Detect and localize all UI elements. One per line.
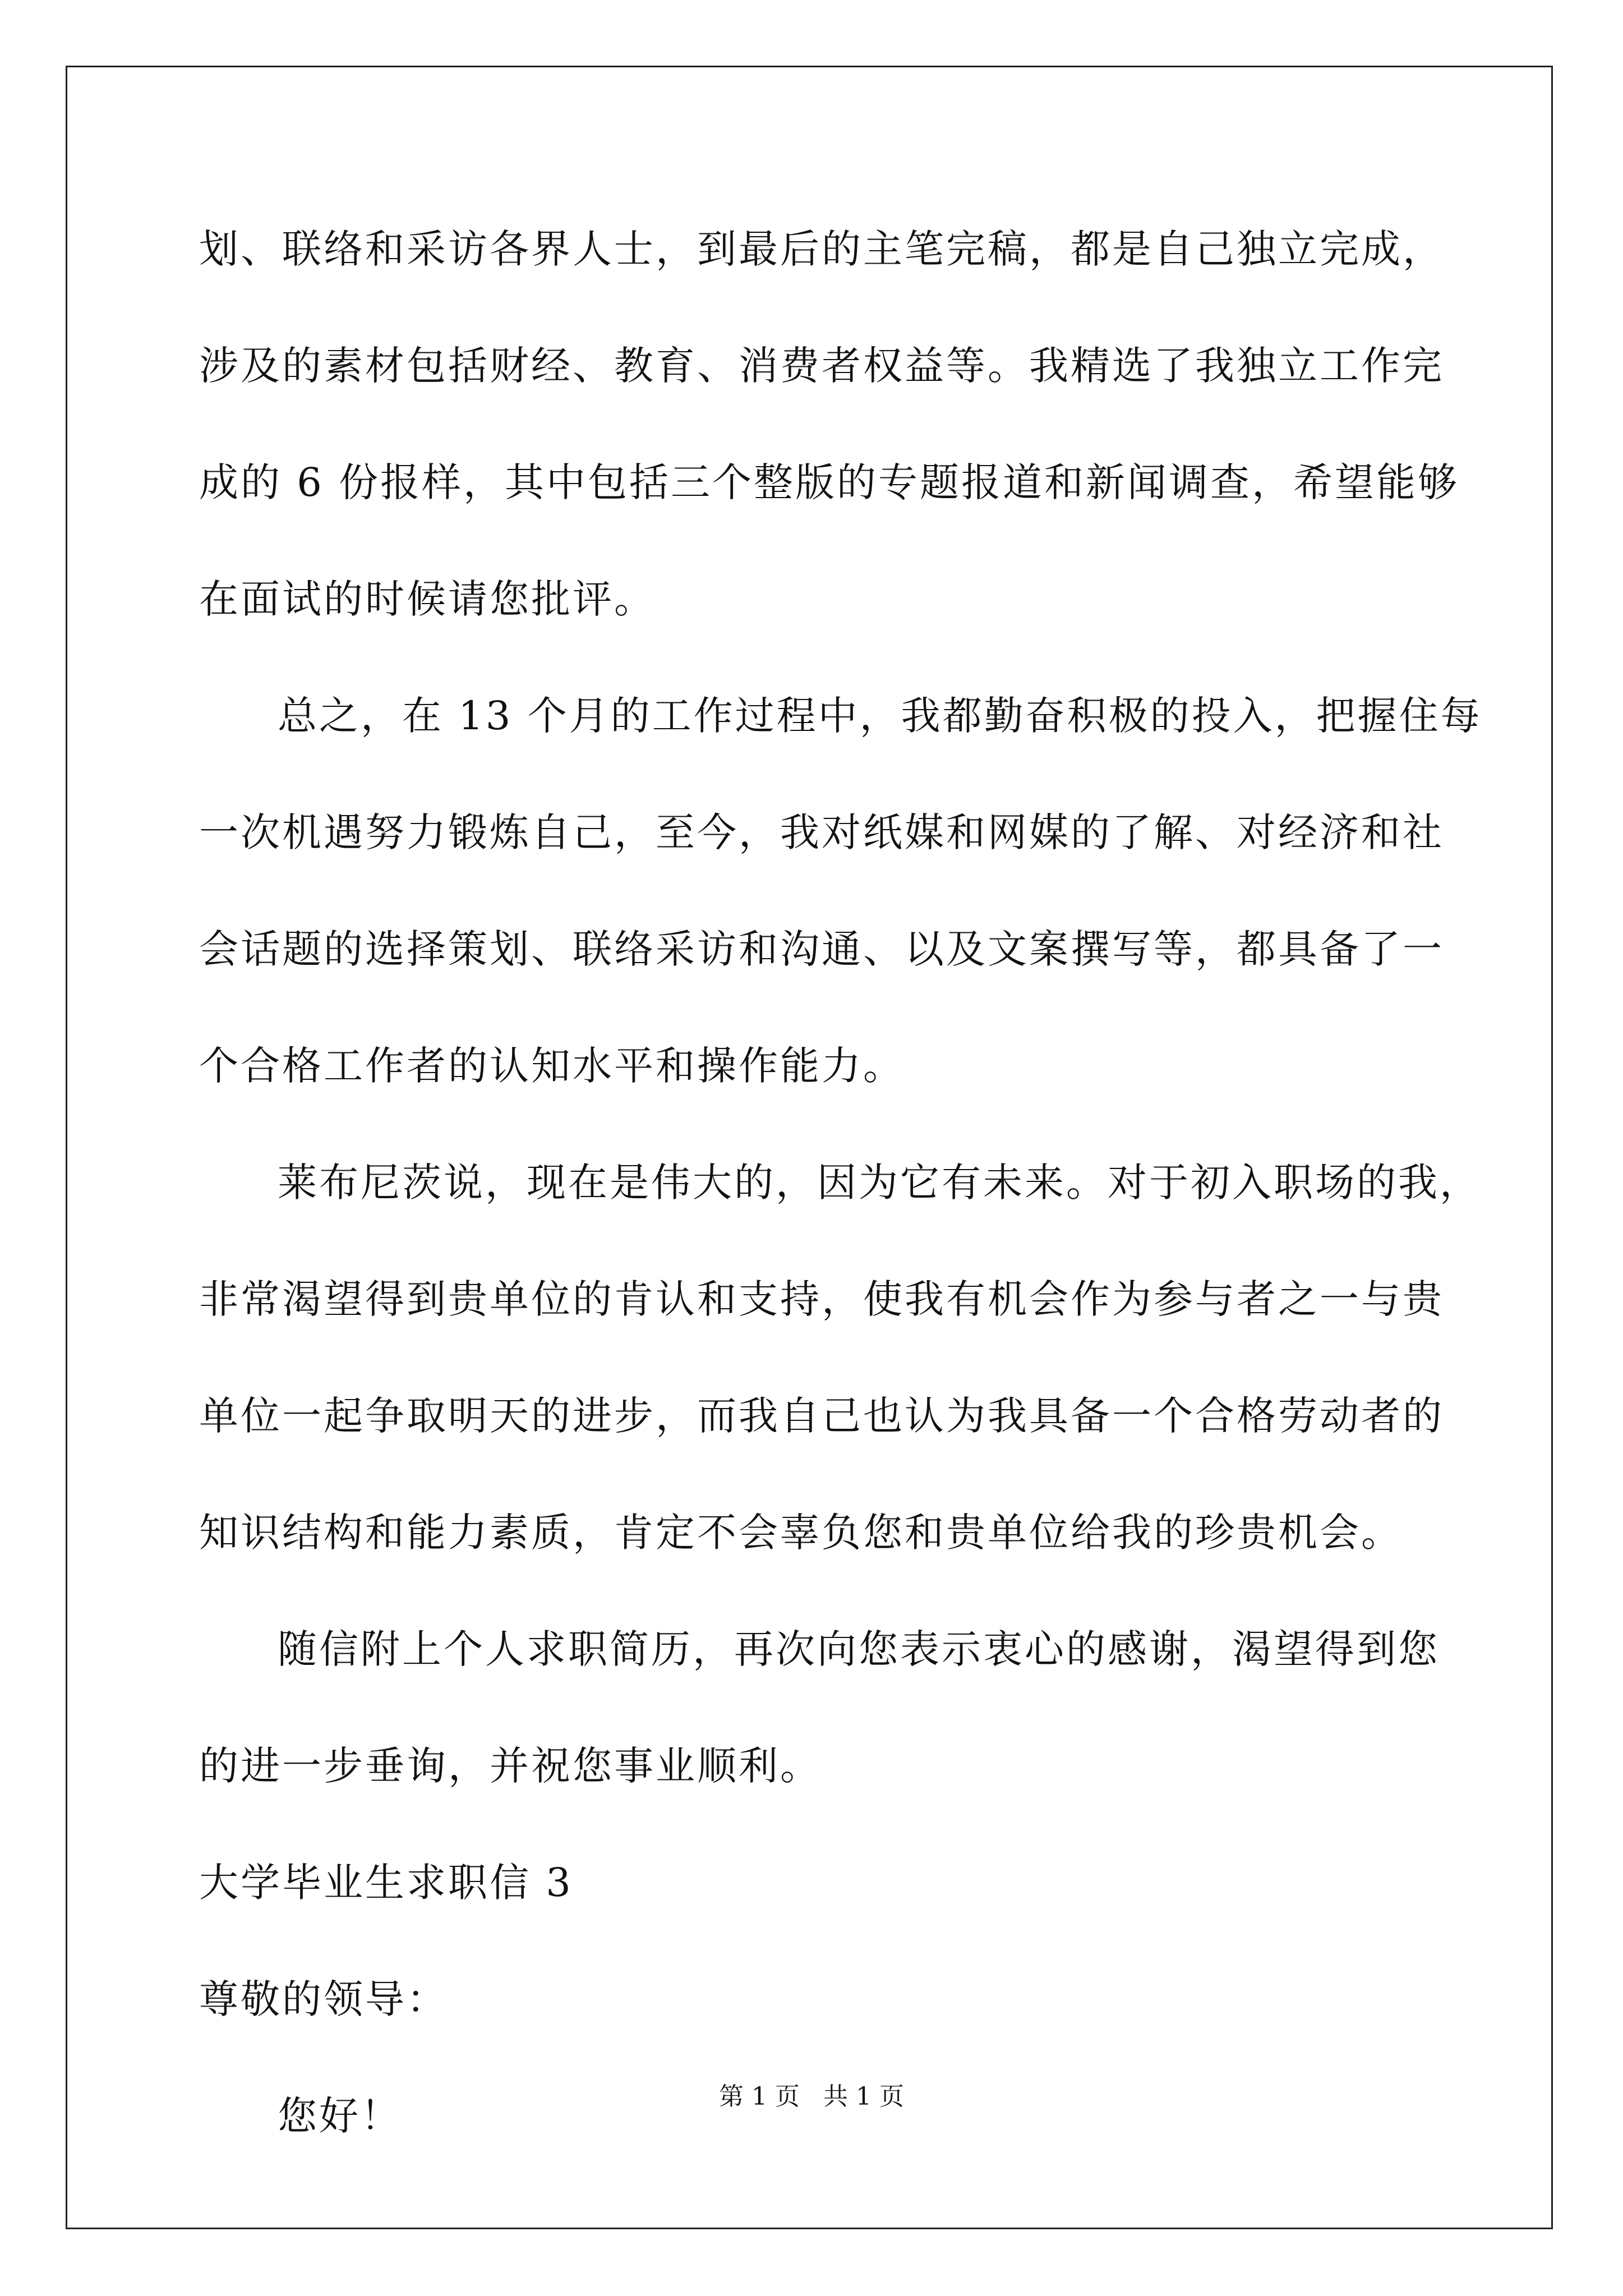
page-footer: 第 1 页 共 1 页 [719, 2082, 904, 2111]
text-line: 总之，在 13 个月的工作过程中，我都勤奋积极的投入，把握住每 [278, 693, 1482, 739]
text-line: 知识结构和能力素质，肯定不会辜负您和贵单位给我的珍贵机会。 [199, 1510, 1403, 1556]
text-line: 划、联络和采访各界人士，到最后的主笔完稿，都是自己独立完成， [199, 226, 1444, 272]
text-line: 非常渴望得到贵单位的肯认和支持，使我有机会作为参与者之一与贵 [199, 1276, 1444, 1322]
text-line: 会话题的选择策划、联络采访和沟通、以及文案撰写等，都具备了一 [199, 926, 1444, 972]
text-line: 随信附上个人求职简历，再次向您表示衷心的感谢，渴望得到您 [278, 1626, 1440, 1672]
text-line: 个合格工作者的认知水平和操作能力。 [199, 1043, 905, 1089]
greeting: 您好！ [278, 2093, 402, 2139]
document-body [199, 191, 1482, 2174]
section-heading: 大学毕业生求职信 3 [199, 1860, 573, 1906]
text-line: 单位一起争取明天的进步，而我自己也认为我具备一个合格劳动者的 [199, 1393, 1444, 1439]
salutation: 尊敬的领导： [199, 1976, 448, 2022]
text-line: 在面试的时候请您批评。 [199, 576, 656, 622]
text-line: 成的 6 份报样，其中包括三个整版的专题报道和新闻调查，希望能够 [199, 459, 1460, 505]
text-line: 一次机遇努力锻炼自己，至今，我对纸媒和网媒的了解、对经济和社 [199, 809, 1444, 855]
text-line: 莱布尼茨说，现在是伟大的，因为它有未来。对于初入职场的我， [278, 1159, 1481, 1205]
text-line: 涉及的素材包括财经、教育、消费者权益等。我精选了我独立工作完 [199, 343, 1444, 389]
text-line: 的进一步垂询，并祝您事业顺利。 [199, 1743, 822, 1789]
